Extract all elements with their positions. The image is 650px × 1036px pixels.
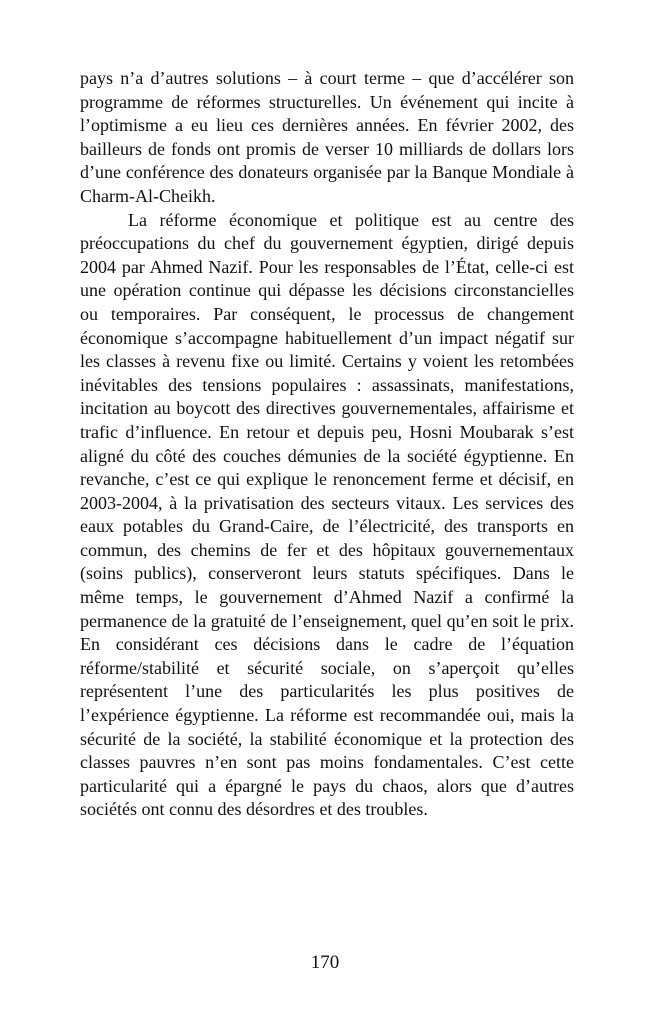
body-text [80, 67, 574, 822]
paragraph-reform: La réforme économique et politique est au centre des préoccupations du chef du gouvernement égyptien, dirigé depuis 2004 par Ahmed Nazif. Pour les responsables de l’État, celle-ci est une opération continue qui dépasse les décisions circonstancielles ou temporaires. Par conséquent, le processus de changement économique s’accompagne habituellement d’un impact négatif sur les classes à revenu fixe ou limité. Certains y voient les retombées inévitables des tensions populaires : assassinats, manifestations, incitation au boycott des directives gouvernementales, affairisme et trafic d’influence. En retour et depuis peu, Hosni Moubarak s’est aligné du côté des couches démunies de la société égyptienne. En revanche, c’est ce qui explique le renoncement ferme et décisif, en 2003-2004, à la privatisation des secteurs vitaux. Les services des eaux potables du Grand-Caire, de l’électricité, des transports en commun, des chemins de fer et des hôpitaux gouvernementaux (soins publics), conserveront leurs statuts spécifiques. Dans le même temps, le gouvernement d’Ahmed Nazif a confirmé la permanence de la gratuité de l’enseignement, quel qu’en soit le prix. En considérant ces décisions dans le cadre de l’équation réforme/stabilité et sécurité sociale, on s’aperçoit qu’elles représentent l’une des particularités les plus positives de l’expérience égyptienne. La réforme est recommandée oui, mais la sécurité de la société, la stabilité économique et la protection des classes pauvres n’en sont pas moins fondamentales. C’est cette particularité qui a épargné le pays du chaos, alors que d’autres sociétés ont connu des désordres et des troubles. [80, 209, 574, 820]
paragraph-continuation: pays n’a d’autres solutions – à court terme – que d’accélérer son programme de réformes structurelles. Un événement qui incite à l’optimisme a eu lieu ces dernières années. En février 2002, des bailleurs de fonds ont promis de verser 10 milliards de dollars lors d’une conférence des donateurs organisée par la Banque Mondiale à Charm-Al-Cheikh. [80, 68, 574, 206]
page-number: 170 [310, 952, 340, 973]
